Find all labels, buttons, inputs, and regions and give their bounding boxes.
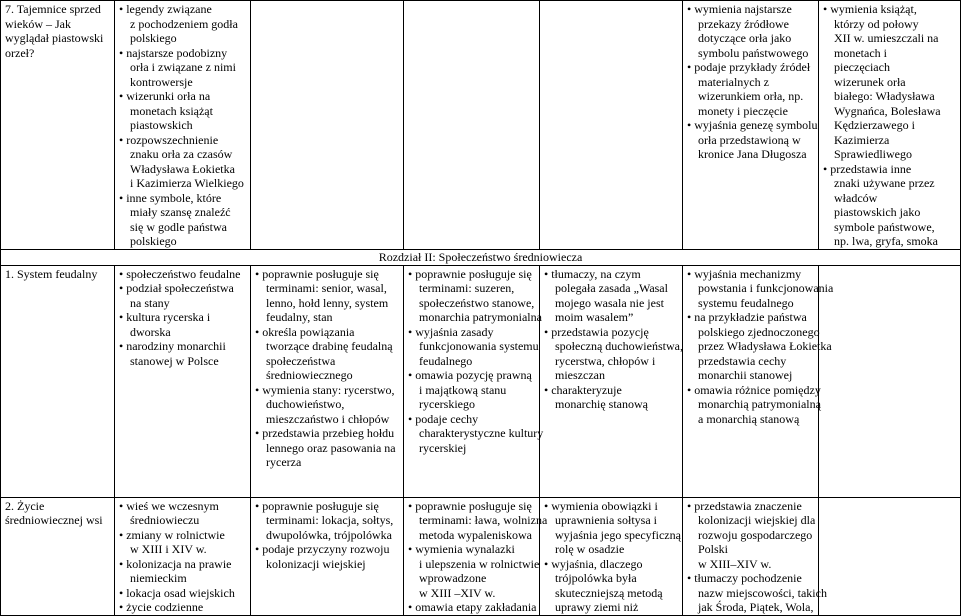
cell-line: jak Środa, Piątek, Wola, bbox=[698, 600, 814, 614]
cell-line: wyglądał piastowski bbox=[5, 31, 104, 45]
cell-line: feudalny, stan bbox=[266, 310, 333, 324]
table-cell bbox=[115, 1, 251, 250]
section-header-row bbox=[1, 249, 961, 265]
cell-line: mieszczan bbox=[555, 368, 605, 382]
cell-line: rycerskiego bbox=[419, 397, 475, 411]
cell-line: Kazimierza bbox=[834, 132, 890, 147]
cell-line: terminami: ława, wolnizna bbox=[419, 513, 548, 527]
cell-line: 1. System feudalny bbox=[5, 266, 98, 281]
cell-line: • kolonizacja na prawie bbox=[119, 556, 232, 571]
cell-line: pieczęciach bbox=[834, 60, 890, 74]
table-cell bbox=[819, 1, 961, 250]
cell-line: społeczną duchowieństwa, bbox=[555, 339, 683, 353]
table-cell bbox=[251, 497, 404, 615]
cell-line: znaku orła za czasów bbox=[130, 147, 233, 161]
cell-line: polegała zasada „Wasal bbox=[555, 281, 668, 295]
table-row bbox=[1, 265, 961, 497]
cell-line: • inne symbole, które bbox=[119, 190, 222, 205]
cell-line: • wymienia najstarsze bbox=[687, 2, 792, 16]
cell-line: i Kazimierza Wielkiego bbox=[130, 176, 244, 190]
table-cell bbox=[540, 265, 683, 497]
cell-line: • podaje cechy bbox=[408, 411, 479, 426]
cell-line: w XIII –XIV w. bbox=[419, 585, 496, 600]
topic-cell bbox=[1, 1, 115, 250]
table-cell bbox=[115, 497, 251, 615]
cell-line: • zmiany w rolnictwie bbox=[119, 527, 225, 542]
cell-line: monarchii stanowej bbox=[698, 368, 793, 382]
cell-line: rycerza bbox=[266, 455, 302, 469]
cell-line: dworska bbox=[130, 324, 171, 339]
cell-line: rycerskiej bbox=[419, 440, 467, 455]
table-cell bbox=[683, 1, 819, 250]
cell-line: • przedstawia pozycję bbox=[544, 324, 649, 339]
cell-line: • wymienia stany: rycerstwo, bbox=[255, 382, 395, 397]
cell-line: monarchię stanową bbox=[555, 397, 648, 411]
cell-line: 2. Życie bbox=[5, 498, 45, 513]
cell-line: funkcjonowania systemu bbox=[419, 339, 539, 353]
cell-line: trójpolówka była bbox=[555, 571, 637, 585]
cell-line: • życie codzienne bbox=[119, 600, 204, 614]
cell-line: • poprawnie posługuje się bbox=[408, 498, 532, 513]
table-row bbox=[1, 497, 961, 615]
cell-line: polskiego zjednoczonego bbox=[698, 324, 820, 339]
cell-line: Polski bbox=[698, 542, 729, 556]
cell-line: i ulepszenia w rolnictwie bbox=[419, 556, 540, 571]
topic-cell bbox=[1, 265, 115, 497]
table-row bbox=[1, 1, 961, 250]
cell-line: materialnych z bbox=[698, 74, 769, 89]
cell-line: • wyjaśnia mechanizmy bbox=[687, 266, 802, 281]
cell-line: orła przedstawioną w bbox=[698, 132, 801, 147]
cell-line: Wygnańca, Bolesława bbox=[834, 103, 941, 118]
cell-line: społeczeństwa bbox=[266, 353, 336, 368]
cell-line: się w godle państwa bbox=[130, 219, 227, 234]
cell-line: monetach i bbox=[834, 45, 887, 60]
cell-line: którzy od połowy bbox=[834, 16, 919, 31]
cell-line: rozwoju gospodarczego bbox=[698, 527, 813, 542]
cell-line: Sprawiedliwego bbox=[834, 147, 912, 161]
cell-line: nazw miejscowości, takich bbox=[698, 585, 827, 600]
cell-line: • poprawnie posługuje się bbox=[408, 266, 532, 281]
cell-line: charakterystyczne kultury bbox=[419, 426, 544, 440]
cell-line: XII w. umieszczali na bbox=[834, 31, 939, 45]
cell-line: • omawia pozycję prawną bbox=[408, 368, 532, 382]
cell-line: kolonizacji wiejskiej dla bbox=[698, 513, 816, 527]
cell-line: władców bbox=[834, 190, 878, 205]
cell-line: symbolu państwowego bbox=[698, 45, 809, 60]
cell-line: • podaje przykłady źródeł bbox=[687, 60, 811, 74]
cell-line: • społeczeństwo feudalne bbox=[119, 266, 241, 281]
cell-line: • poprawnie posługuje się bbox=[255, 266, 379, 281]
cell-line: średniowiecznego bbox=[266, 368, 353, 382]
cell-line: monety i pieczęcie bbox=[698, 103, 788, 118]
cell-line: • przedstawia inne bbox=[823, 161, 912, 176]
cell-line: 7. Tajemnice sprzed bbox=[5, 2, 101, 16]
table-cell bbox=[819, 497, 961, 615]
cell-line: • na przykładzie państwa bbox=[687, 310, 807, 324]
cell-line: znaki używane przez bbox=[834, 176, 935, 190]
cell-line: mojego wasala nie jest bbox=[555, 295, 664, 310]
cell-line: kolonizacji wiejskiej bbox=[266, 556, 366, 571]
cell-line: rolę w osadzie bbox=[555, 542, 625, 556]
cell-line: orzeł? bbox=[5, 45, 35, 60]
table-cell bbox=[251, 1, 404, 250]
cell-line: • rozpowszechnienie bbox=[119, 132, 219, 147]
cell-line: systemu feudalnego bbox=[698, 295, 794, 310]
cell-line: miały szansę znaleźć bbox=[130, 205, 231, 219]
cell-line: • tłumaczy, na czym bbox=[544, 266, 641, 281]
cell-line: duchowieństwo, bbox=[266, 397, 345, 411]
cell-line: • lokacja osad wiejskich bbox=[119, 585, 235, 600]
cell-line: uprawy ziemi niż bbox=[555, 600, 639, 614]
table-cell bbox=[404, 497, 548, 615]
cell-line: dotyczące orła jako bbox=[698, 31, 792, 45]
cell-line: niemieckim bbox=[130, 571, 187, 585]
table-cell bbox=[404, 265, 544, 497]
table-cell bbox=[540, 497, 683, 615]
cell-line: terminami: suzeren, bbox=[419, 281, 515, 295]
cell-line: średniowiecznej wsi bbox=[5, 513, 103, 527]
cell-line: stanowej w Polsce bbox=[130, 353, 219, 368]
cell-line: • omawia różnice pomiędzy bbox=[687, 382, 821, 397]
cell-line: • wymienia książąt, bbox=[823, 2, 917, 16]
cell-line: rycerstwa, chłopów i bbox=[555, 353, 656, 368]
table-cell bbox=[540, 1, 683, 250]
cell-line: polskiego bbox=[130, 234, 177, 248]
cell-line: w XIII i XIV w. bbox=[130, 542, 207, 556]
cell-line: • najstarsze podobizny bbox=[119, 45, 228, 60]
cell-line: np. lwa, gryfa, smoka bbox=[834, 234, 938, 248]
cell-line: mieszczaństwo i chłopów bbox=[266, 411, 390, 426]
cell-line: a monarchią stanową bbox=[698, 411, 800, 426]
cell-line: piastowskich jako bbox=[834, 205, 921, 219]
cell-line: • legendy związane bbox=[119, 2, 212, 16]
cell-line: dwupolówka, trójpolówka bbox=[266, 527, 392, 542]
cell-line: terminami: lokacja, sołtys, bbox=[266, 513, 394, 527]
cell-line: • kultura rycerska i bbox=[119, 310, 211, 324]
cell-line: • wymienia obowiązki i bbox=[544, 498, 658, 513]
cell-line: • określa powiązania bbox=[255, 324, 355, 339]
cell-line: • wieś we wczesnym bbox=[119, 498, 219, 513]
cell-line: terminami: senior, wasal, bbox=[266, 281, 387, 295]
cell-line: skuteczniejszą metodą bbox=[555, 585, 663, 600]
cell-line: orła i związane z nimi bbox=[130, 60, 236, 74]
cell-line: feudalnego bbox=[419, 353, 473, 368]
cell-line: lenno, hołd lenny, system bbox=[266, 295, 389, 310]
cell-line: kontrowersje bbox=[130, 74, 193, 89]
cell-line: • wymienia wynalazki bbox=[408, 542, 515, 556]
cell-line: • podaje przyczyny rozwoju bbox=[255, 542, 390, 556]
cell-line: • wyjaśnia, dlaczego bbox=[544, 556, 643, 571]
cell-line: • omawia etapy zakładania bbox=[408, 600, 537, 614]
cell-line: metoda wypaleniskowa bbox=[419, 527, 532, 542]
cell-line: monetach książąt bbox=[130, 103, 213, 118]
cell-line: kronice Jana Długosza bbox=[698, 147, 807, 161]
cell-line: piastowskich bbox=[130, 118, 193, 132]
cell-line: tworzące drabinę feudalną bbox=[266, 339, 393, 353]
cell-line: • narodziny monarchii bbox=[119, 339, 226, 353]
cell-line: wyjaśnia jego specyficzną bbox=[555, 527, 681, 542]
table-cell bbox=[683, 497, 827, 615]
cell-line: wprowadzone bbox=[419, 571, 487, 585]
cell-line: • wyjaśnia zasady bbox=[408, 324, 494, 339]
topic-cell bbox=[1, 497, 115, 615]
cell-line: Władysława Łokietka bbox=[130, 161, 235, 176]
cell-line: • wyjaśnia genezę symbolu bbox=[687, 118, 818, 132]
cell-line: powstania i funkcjonowania bbox=[698, 281, 834, 295]
cell-line: monarchia patrymonialna bbox=[419, 310, 542, 324]
table-cell bbox=[115, 265, 251, 497]
cell-line: uprawnienia sołtysa i bbox=[555, 513, 657, 527]
table-cell bbox=[404, 1, 540, 250]
cell-line: na stany bbox=[130, 295, 170, 310]
cell-line: przez Władysława Łokietka bbox=[698, 339, 832, 353]
cell-line: symbole państwowe, bbox=[834, 219, 935, 234]
cell-line: wieków – Jak bbox=[5, 16, 71, 31]
cell-line: • tłumaczy pochodzenie bbox=[687, 571, 802, 585]
section-title: Rozdział II: Społeczeństwo średniowiecza bbox=[1, 249, 961, 265]
cell-line: moim wasalem” bbox=[555, 310, 634, 324]
cell-line: • przedstawia przebieg hołdu bbox=[255, 426, 395, 440]
cell-line: polskiego bbox=[130, 31, 177, 45]
cell-line: monarchią patrymonialną bbox=[698, 397, 821, 411]
table-cell bbox=[251, 265, 404, 497]
cell-line: przekazy źródłowe bbox=[698, 16, 789, 31]
cell-line: średniowieczu bbox=[130, 513, 200, 527]
cell-line: • podział społeczeństwa bbox=[119, 281, 234, 295]
cell-line: z pochodzeniem godła bbox=[130, 16, 238, 31]
cell-line: wizerunkiem orła, np. bbox=[698, 89, 804, 103]
cell-line: lennego oraz pasowania na bbox=[266, 440, 396, 455]
cell-line: Kędzierzawego i bbox=[834, 118, 915, 132]
table-cell bbox=[683, 265, 834, 497]
cell-line: wizerunek orła bbox=[834, 74, 906, 89]
table-cell bbox=[819, 265, 961, 497]
cell-line: przedstawia cechy bbox=[698, 353, 787, 368]
cell-line: • wizerunki orła na bbox=[119, 89, 211, 103]
cell-line: • poprawnie posługuje się bbox=[255, 498, 379, 513]
cell-line: w XIII–XIV w. bbox=[698, 556, 772, 571]
cell-line: • charakteryzuje bbox=[544, 382, 622, 397]
cell-line: • przedstawia znaczenie bbox=[687, 498, 802, 513]
cell-line: społeczeństwo stanowe, bbox=[419, 295, 535, 310]
cell-line: białego: Władysława bbox=[834, 89, 935, 103]
cell-line: i majątkową stanu bbox=[419, 382, 507, 397]
